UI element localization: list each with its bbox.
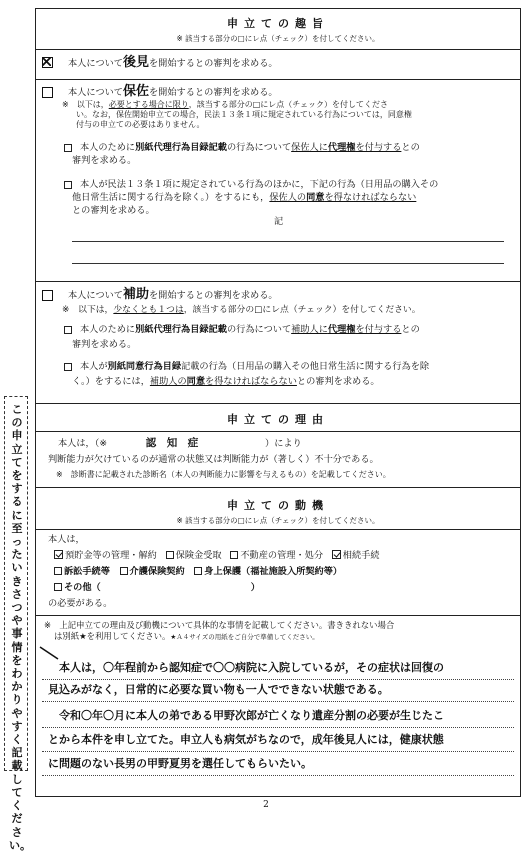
motive-item[interactable]: 預貯金等の管理・解約 (54, 550, 157, 561)
diagnosis-name: 認 知 症 (145, 437, 199, 449)
page-number: 2 (263, 800, 269, 810)
hosa-note-3: 付与の申立ての必要はありません。 (76, 120, 205, 129)
checkbox-icon (194, 567, 202, 575)
motive-item-other[interactable]: その他（ (54, 582, 101, 593)
hojo-option-2-text: 本人が別紙同意行為目録記載の行為（日用品の購入その他日常生活に関する行為を除 (80, 361, 430, 372)
hosa-option-1-text-2: 審判を求める。 (72, 155, 137, 166)
hosa-option-1-text: 本人のために別紙代理行為目録記載の行為について保佐人に代理権を付与するとの (80, 142, 420, 153)
reason-title: 申立ての理由 (227, 413, 329, 426)
reason-note: ※ 診断書に記載された診断名（本人の判断能力に影響を与えるもの）を記載してください。 (56, 470, 391, 479)
motive-item[interactable]: 訴訟手続等 (54, 566, 110, 577)
hosa-note-1: ※ 以下は，必要とする場合に限り，該当する部分の□にレ点（チェック）を付してくださ (62, 100, 389, 109)
detail-line-3: 令和〇年〇月に本人の弟である甲野次郎が亡くなり遺産分割の必要が生じたこ (48, 709, 444, 722)
hosa-note-2: い。なお，保佐開始申立ての場合，民法１３条１項に規定されている行為については，同意権 (76, 110, 412, 119)
sidebar-instruction-box (4, 396, 31, 852)
motive-lead: 本人は， (48, 534, 85, 545)
hosa-write-line-2[interactable] (72, 263, 504, 264)
reason-line-2: 判断能力が欠けているのが通常の状態又は判断能力が（著しく）不十分である。 (48, 454, 379, 465)
detail-line-4: とから本件を申し立てた。申立人も病気がちなので，成年後見人には，健康状態 (48, 733, 444, 746)
detail-note-2: は別紙★を利用してください。★Ａ４サイズの用紙をご自分で準備してください。 (54, 631, 319, 641)
hosa-checkbox[interactable] (42, 87, 53, 98)
hojo-option-1-text: 本人のために別紙代理行為目録記載の行為について補助人に代理権を付与するとの (80, 324, 420, 335)
checked-checkbox-icon (54, 550, 63, 559)
hojo-option-2-checkbox[interactable] (64, 363, 72, 371)
hosa-option-2-text-3: との審判を求める。 (72, 205, 155, 216)
motive-item[interactable]: 相続手続 (332, 550, 380, 561)
hosa-write-line-1[interactable] (72, 241, 504, 242)
detail-line-1: 本人は，〇年程前から認知症で〇〇病院に入院しているが，その症状は回復の (48, 661, 444, 674)
kouken-checkbox[interactable] (42, 57, 53, 68)
checkbox-icon (230, 551, 238, 559)
hosa-text: 本人について保佐を開始するとの審判を求める。 (68, 84, 278, 99)
reason-line-1: 本人は，（※ 認 知 症 ）により (58, 437, 302, 449)
purpose-note: ※ 該当する部分の□にレ点（チェック）を付してください。 (176, 34, 380, 43)
hosa-option-2-text-2: 他日常生活に関する行為を除く。）をするにも，保佐人の同意を得なければならない (72, 192, 417, 203)
checked-checkbox-icon (332, 550, 341, 559)
motive-item[interactable]: 介護保険契約 (120, 566, 185, 577)
detail-note-1: ※ 上記申立ての理由及び動機について具体的な事情を記載してください。書ききれない場合 (44, 620, 395, 630)
checkbox-icon (166, 551, 174, 559)
motive-item[interactable]: 保険金受取 (166, 550, 222, 561)
hojo-option-1-text-2: 審判を求める。 (72, 339, 137, 350)
hosa-option-2-checkbox[interactable] (64, 181, 72, 189)
hojo-option-2-text-2: く。）をするには，補助人の同意を得なければならないとの審判を求める。 (72, 376, 380, 387)
petition-form (35, 8, 521, 797)
motive-tail: の必要がある。 (48, 598, 113, 609)
hosa-option-1-checkbox[interactable] (64, 144, 72, 152)
hojo-note: ※ 以下は，少なくとも１つは，該当する部分の□にレ点（チェック）を付してください。 (62, 305, 421, 315)
sidebar-instruction-text: この申立てをするに至ったいきさつや事情をわかりやすく記載してください。 (9, 403, 31, 852)
motive-row-2 (54, 565, 342, 578)
motive-item[interactable]: 不動産の管理・処分 (230, 550, 323, 561)
detail-line-2: 見込みがなく，日常的に必要な買い物も一人でできない状態である。 (48, 683, 389, 696)
checkbox-icon (120, 567, 128, 575)
checkbox-icon (54, 583, 62, 591)
hojo-text: 本人について補助を開始するとの審判を求める。 (68, 287, 278, 302)
purpose-title: 申立ての趣旨 (227, 17, 329, 30)
motive-item[interactable]: 身上保護（福祉施設入所契約等） (194, 566, 342, 577)
motive-row-1 (54, 549, 380, 562)
hojo-option-1-checkbox[interactable] (64, 326, 72, 334)
detail-line-5: に問題のない長男の甲野夏男を選任してもらいたい。 (48, 757, 312, 770)
hosa-ki-label: 記 (274, 216, 284, 227)
hosa-option-2-text: 本人が民法１３条１項に規定されている行為のほかに，下記の行為（日用品の購入その (80, 179, 439, 190)
kouken-text: 本人について後見を開始するとの審判を求める。 (68, 55, 278, 70)
motive-title: 申立ての動機 (227, 499, 329, 512)
hojo-checkbox[interactable] (42, 290, 53, 301)
motive-note: ※ 該当する部分の□にレ点（チェック）を付してください。 (176, 516, 380, 525)
checkbox-icon (54, 567, 62, 575)
motive-row-3: その他（ ） (54, 581, 260, 594)
